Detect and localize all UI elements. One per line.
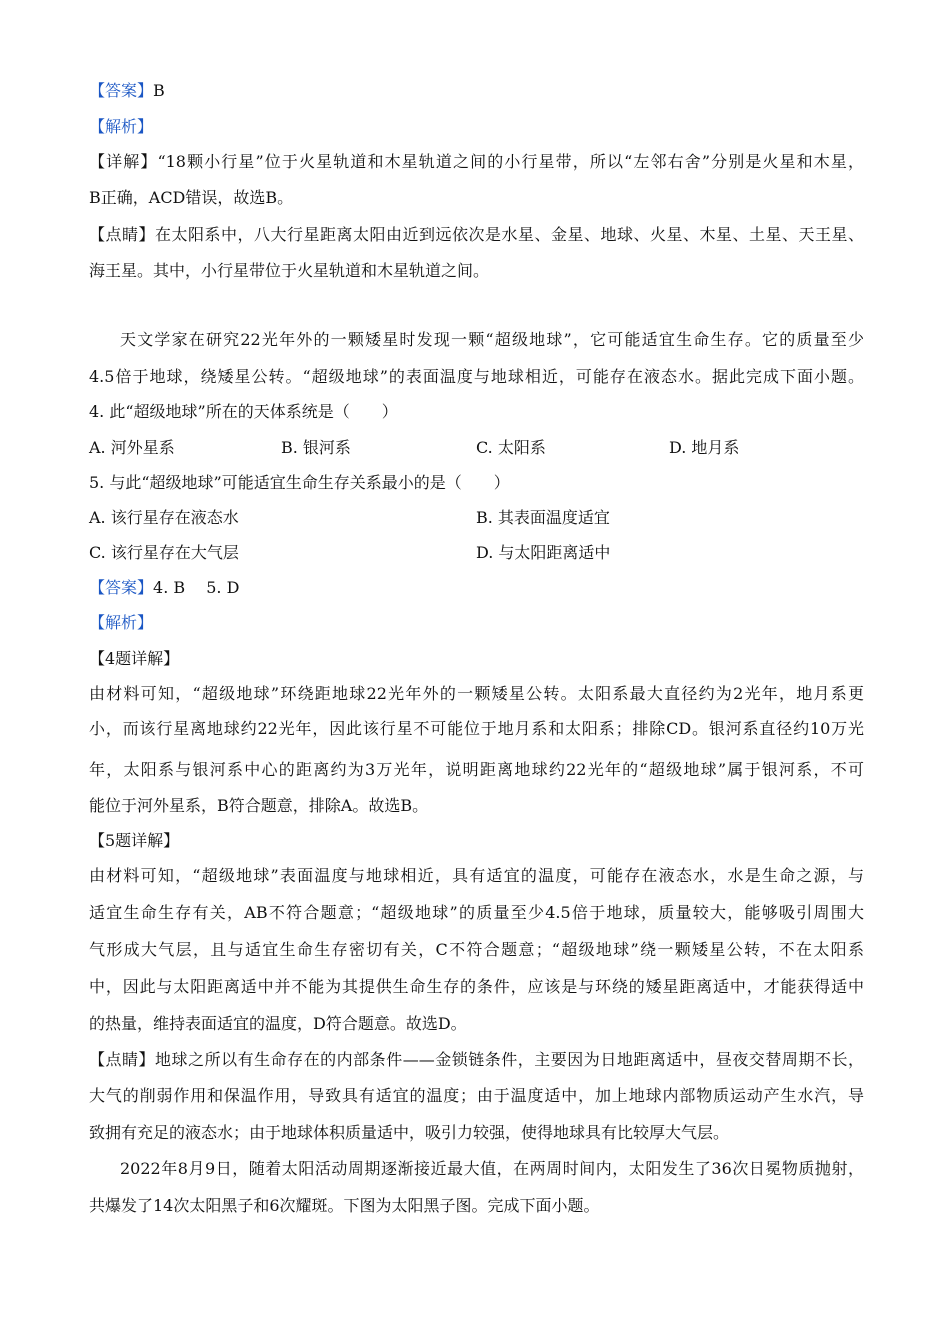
q4-option-d: D. 地月系 xyxy=(669,438,740,457)
q3-analysis-line xyxy=(89,116,864,138)
q5-stem: 5. 与此“超级地球”可能适宜生命生存关系最小的是（ ） xyxy=(89,473,510,492)
analysis-tag: 【解析】 xyxy=(89,117,154,136)
q4-option-c: C. 太阳系 xyxy=(476,438,546,457)
q4-option-a: A. 河外星系 xyxy=(89,438,175,457)
q5-option-c: C. 该行星存在大气层 xyxy=(89,543,239,562)
q5-detail-line-2: 适宜生命生存有关，AB不符合题意；“超级地球”的质量至少4.5倍于地球，质量较大，能够吸引周围大 xyxy=(89,903,864,922)
q5-option-b: B. 其表面温度适宜 xyxy=(476,508,610,527)
comment-tag: 【点睛】 xyxy=(89,225,155,244)
q4-detail-line-2: 小，而该行星离地球约22光年，因此该行星不可能位于地月系和太阳系；排除CD。银河系直径约10万光 xyxy=(89,719,864,738)
q3-detail-line-2: B正确，ACD错误，故选B。 xyxy=(89,188,294,207)
passage1-line-2: 4.5倍于地球，绕矮星公转。“超级地球”的表面温度与地球相近，可能存在液态水。据此完成下面小题。 xyxy=(89,367,864,386)
passage1-line-1: 天文学家在研究22光年外的一颗矮星时发现一颗“超级地球”，它可能适宜生命生存。它的质量至少 xyxy=(120,330,864,349)
q3-comment-line-2: 海王星。其中，小行星带位于火星轨道和木星轨道之间。 xyxy=(89,261,490,280)
q5-option-a: A. 该行星存在液态水 xyxy=(89,508,239,527)
detail-tag: 【详解】 xyxy=(89,152,158,171)
ans45-comment-line-1 xyxy=(89,1049,864,1071)
q3-answer-line xyxy=(89,80,864,102)
analysis-tag: 【解析】 xyxy=(89,613,154,632)
q4-detail-line-4: 能位于河外星系，B符合题意，排除A。故选B。 xyxy=(89,796,429,815)
q4-option-b: B. 银河系 xyxy=(281,438,351,457)
q5-option-d: D. 与太阳距离适中 xyxy=(476,543,611,562)
passage2-line-2: 共爆发了14次太阳黑子和6次耀斑。下图为太阳黑子图。完成下面小题。 xyxy=(89,1196,600,1215)
q5-detail-tag: 【5题详解】 xyxy=(89,831,180,850)
answer-tag: 【答案】 xyxy=(89,578,154,597)
detail-text: “18颗小行星”位于火星轨道和木星轨道之间的小行星带，所以“左邻右舍”分别是火星和木星， xyxy=(157,152,864,171)
q5-detail-line-4: 中，因此与太阳距离适中并不能为其提供生命生存的条件，应该是与环绕的矮星距离适中，才能获得适中 xyxy=(89,977,864,996)
ans45-answer-line xyxy=(89,577,864,599)
answer-text: B xyxy=(153,81,165,100)
q3-detail-line-1 xyxy=(89,151,864,173)
q5-detail-line-3: 气形成大气层，且与适宜生命生存密切有关，C不符合题意；“超级地球”绕一颗矮星公转，不在太阳系 xyxy=(89,940,864,959)
q5-detail-line-5: 的热量，维持表面适宜的温度，D符合题意。故选D。 xyxy=(89,1014,467,1033)
answer-tag: 【答案】 xyxy=(89,81,154,100)
answer-text: 4. B 5. D xyxy=(153,578,240,597)
passage2-line-1: 2022年8月9日，随着太阳活动周期逐渐接近最大值，在两周时间内，太阳发生了36次日冕物质抛射， xyxy=(120,1159,864,1178)
ans45-comment-line-2: 大气的削弱作用和保温作用，导致具有适宜的温度；由于温度适中，加上地球内部物质运动产生水汽，导 xyxy=(89,1086,864,1105)
q5-detail-line-1: 由材料可知，“超级地球”表面温度与地球相近，具有适宜的温度，可能存在液态水，水是生命之源，与 xyxy=(89,866,864,885)
ans45-comment-line-3: 致拥有充足的液态水；由于地球体积质量适中，吸引力较强，使得地球具有比较厚大气层。 xyxy=(89,1123,730,1142)
q3-comment-line-1 xyxy=(89,224,864,246)
comment-tag: 【点睛】 xyxy=(89,1050,156,1069)
q4-detail-line-1: 由材料可知，“超级地球”环绕距地球22光年外的一颗矮星公转。太阳系最大直径约为2光年，地月系更 xyxy=(89,684,864,703)
ans45-analysis-line xyxy=(89,612,864,634)
q4-detail-tag: 【4题详解】 xyxy=(89,649,180,668)
q4-stem: 4. 此“超级地球”所在的天体系统是（ ） xyxy=(89,402,398,421)
comment-text: 地球之所以有生命存在的内部条件——金锁链条件，主要因为日地距离适中，昼夜交替周期不长， xyxy=(155,1050,864,1069)
comment-text: 在太阳系中，八大行星距离太阳由近到远依次是水星、金星、地球、火星、木星、土星、天王星、 xyxy=(155,225,864,244)
q4-detail-line-3: 年，太阳系与银河系中心的距离约为3万光年，说明距离地球约22光年的“超级地球”属于银河系，不可 xyxy=(89,760,864,779)
